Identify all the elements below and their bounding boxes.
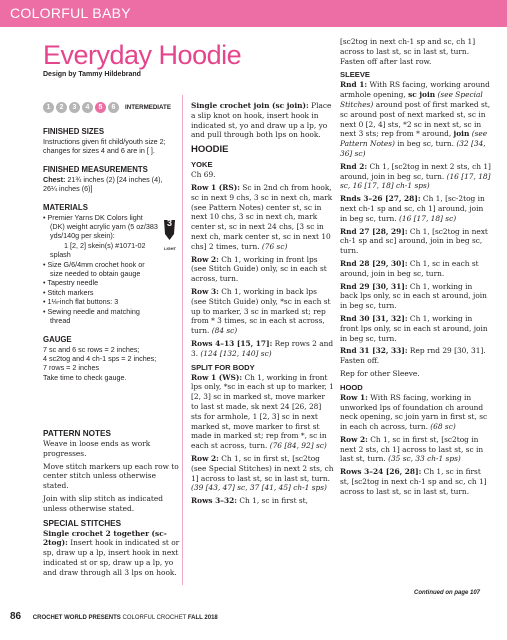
chest-label: Chest: xyxy=(43,174,66,184)
measurements-heading: FINISHED MEASUREMENTS xyxy=(43,164,148,174)
gauge-heading: GAUGE xyxy=(43,334,72,344)
instructions-column-3 xyxy=(340,37,492,500)
instruction: Rnd 2: Ch 1, [sc2tog in next 2 sts, ch 1] around, join in beg sc, turn. (16 [17, 18] sc, 16 [17, 18] ch-1 sps) xyxy=(340,161,491,191)
sizes-text: Instructions given fit child/youth size 2; changes for sizes 4 and 6 are in [ ]. xyxy=(43,137,166,156)
instruction: Rows 3–24 [26, 28]: Ch 1, sc in first st, [sc2tog in next ch-1 sp and sc, ch 1] across to last st, sc in last st, turn. xyxy=(340,467,487,496)
material-item: • 1⅛-inch flat buttons: 3 xyxy=(43,297,159,306)
column-divider xyxy=(182,95,183,585)
note: Join with slip stitch as indicated unless otherwise stated. xyxy=(43,493,163,513)
skill-level xyxy=(43,102,177,113)
instruction: Rnd 1: With RS facing, working around armhole opening, sc join (see Special Stitches) around post of first marked st, sc around post of next marked st, sc in next 0 [2, 4] sts, *2 sc in next st, sc in next 3 sts; rep from * around, join (see Pattern Notes) in beg sc, turn. (32 [34, 36] sc) xyxy=(340,80,491,158)
instruction: Rnd 31 [32, 33]: Rep rnd 29 [30, 31]. Fasten off. xyxy=(340,346,486,366)
materials-list xyxy=(43,213,177,326)
yoke-heading: YOKE xyxy=(191,160,213,170)
gauge-line: Take time to check gauge. xyxy=(43,372,127,382)
instruction: Rnd 27 [28, 29]: Ch 1, [sc2tog in next ch-1 sp and sc] around, join in beg sc, turn. xyxy=(340,226,488,256)
page-footer xyxy=(10,611,218,622)
publication-issue: COLORFUL CROCHET xyxy=(122,615,187,621)
yarn-weight-label: LIGHT xyxy=(164,245,176,251)
skill-dot-active: 5 xyxy=(95,102,106,113)
instruction: Row 1 (WS): Ch 1, working in front lps only, *sc in each st up to marker, 1 [2, 3] sc in marked st, move marker to last st made, sk next 24 [26, 28] sts for armhole, 1 [2, 3] sc in next marked st, move marker to first st made in marked st; rep from *, sc in each st across, turn. (76 [84, 92] sc) xyxy=(191,372,334,451)
material-item: • Size G/6/4mm crochet hook or size needed to obtain gauge xyxy=(43,260,159,279)
instruction: Rows 3–32: Ch 1, sc in first st, xyxy=(191,496,308,506)
pattern-title: Everyday Hoodie xyxy=(43,40,242,70)
instruction: Row 2: Ch 1, sc in first st, [sc2tog in next 2 sts, ch 1] across to last st, sc in last st, turn. (35 sc, 33 ch-1 sps) xyxy=(340,434,484,464)
special-stitches-heading: SPECIAL STITCHES xyxy=(43,518,122,528)
continued-note: Continued on page 107 xyxy=(414,590,481,596)
section-banner xyxy=(0,0,507,27)
instructions-column-2 xyxy=(191,101,334,509)
skill-dot: 3 xyxy=(69,102,80,113)
designer-credit: Design by Tammy Hildebrand xyxy=(43,71,141,78)
instruction: Rnd 29 [30, 31]: Ch 1, working in back lps only, sc in each st around, join in beg sc, turn. xyxy=(340,281,487,311)
material-item: • Premier Yarns DK Colors light (DK) weight acrylic yarn (5 oz/383 yds/140g per skein): 1 [2, 2] skein(s) #1071-02 splash xyxy=(43,213,159,260)
skill-dot: 6 xyxy=(108,102,119,113)
skill-dot: 1 xyxy=(43,102,54,113)
instruction: [sc2tog in next ch-1 sp and sc, ch 1] across to last st, sc in last st, turn. Fasten off after last row. xyxy=(340,37,476,66)
gauge-line: 7 rows = 2 inches xyxy=(43,363,100,373)
notes-heading: PATTERN NOTES xyxy=(43,429,111,438)
split-heading: SPLIT FOR BODY xyxy=(191,362,255,372)
materials-heading: MATERIALS xyxy=(43,202,88,212)
sidebar xyxy=(43,92,177,382)
gauge-line: 4 sc2tog and 4 ch-1 sps = 2 inches; xyxy=(43,353,157,363)
gauge-line: 7 sc and 6 sc rows = 2 inches; xyxy=(43,344,140,354)
instruction: Row 1: With RS facing, working in unworked lps of foundation ch around neck opening, sc join yarn in first st, sc in each ch across, turn. (68 sc) xyxy=(340,392,488,432)
instruction: Rnds 3–26 [27, 28]: Ch 1, [sc-2tog in next ch-1 sp and sc, ch 1] around, join in beg sc, turn. (16 [17, 18] sc) xyxy=(340,194,485,223)
instruction: Row 2: Ch 1, working in front lps (see Stitch Guide) only, sc in each st across, turn. xyxy=(191,254,327,284)
instruction: Ch 69. xyxy=(191,170,216,180)
chest-value: 21¾ inches (2) [24 inches (4), 26¼ inches (6)] xyxy=(43,174,163,194)
note: Move stitch markers up each row to center stitch unless otherwise stated. xyxy=(43,461,179,491)
measurements-text xyxy=(43,175,177,194)
instruction: Row 1 (RS): Sc in 2nd ch from hook, sc in next 9 chs, 3 sc in next ch, mark (see Pattern Notes) center st, sc in next 10 chs, 3 sc in next ch, mark center st, sc in next 24 chs, [3 sc in next ch, mark center st, sc in next 10 chs] 2 times, turn. (76 sc) xyxy=(191,182,333,251)
skill-dot: 4 xyxy=(82,102,93,113)
instruction: Rnd 28 [29, 30]: Ch 1, sc in each st around, join in beg sc, turn. xyxy=(340,258,479,278)
note: Weave in loose ends as work progresses. xyxy=(43,439,151,458)
instruction: Row 2: Ch 1, sc in first st, [sc2tog (see Special Stitches) in next 2 sts, ch 1] across to last st, sc in last st, turn. (39 [43, 47] sc, 37 [41, 45] ch-1 sps) xyxy=(191,453,334,493)
special-stitch: Single crochet 2 together (sc-2tog): Insert hook in indicated st or sp, draw up a lp, insert hook in next indicated st or sp, draw up a lp, yo and draw through all 3 lps on hook. xyxy=(43,528,180,577)
instruction: Rows 4–13 [15, 17]: Rep rows 2 and 3. (124 [132, 140] sc) xyxy=(191,338,334,358)
sleeve-heading: SLEEVE xyxy=(340,70,370,80)
instruction: Rep for other Sleeve. xyxy=(340,368,420,378)
pattern-notes xyxy=(43,428,180,581)
material-item: • Tapestry needle xyxy=(43,278,159,287)
special-stitch: Single crochet join (sc join): Place a slip knot on hook, insert hook in indicated st, yo and draw up a lp, yo and pull through both lps on hook. xyxy=(191,101,332,140)
publication-date: FALL 2018 xyxy=(187,615,218,621)
hood-heading: HOOD xyxy=(340,382,363,392)
sizes-heading: FINISHED SIZES xyxy=(43,127,105,136)
skill-label: INTERMEDIATE xyxy=(125,103,171,111)
skill-dot: 2 xyxy=(56,102,67,113)
material-item: • Stitch markers xyxy=(43,288,159,297)
publication-name: CROCHET WORLD PRESENTS xyxy=(32,615,121,621)
section-label: COLORFUL BABY xyxy=(10,5,131,21)
instruction: Row 3: Ch 1, working in back lps (see Stitch Guide) only, *sc in each st up to marker, 3 sc in marked st; rep from * 3 times, sc in each st across, turn. (84 sc) xyxy=(191,286,331,336)
yarn-weight-number: 3 xyxy=(166,217,172,228)
instruction: Rnd 30 [31, 32]: Ch 1, working in front lps only, sc in each st around, join in beg sc, turn. xyxy=(340,313,488,343)
hoodie-heading: HOODIE xyxy=(191,144,229,156)
material-item: • Sewing needle and matching thread xyxy=(43,307,159,326)
page-number: 86 xyxy=(10,611,22,622)
